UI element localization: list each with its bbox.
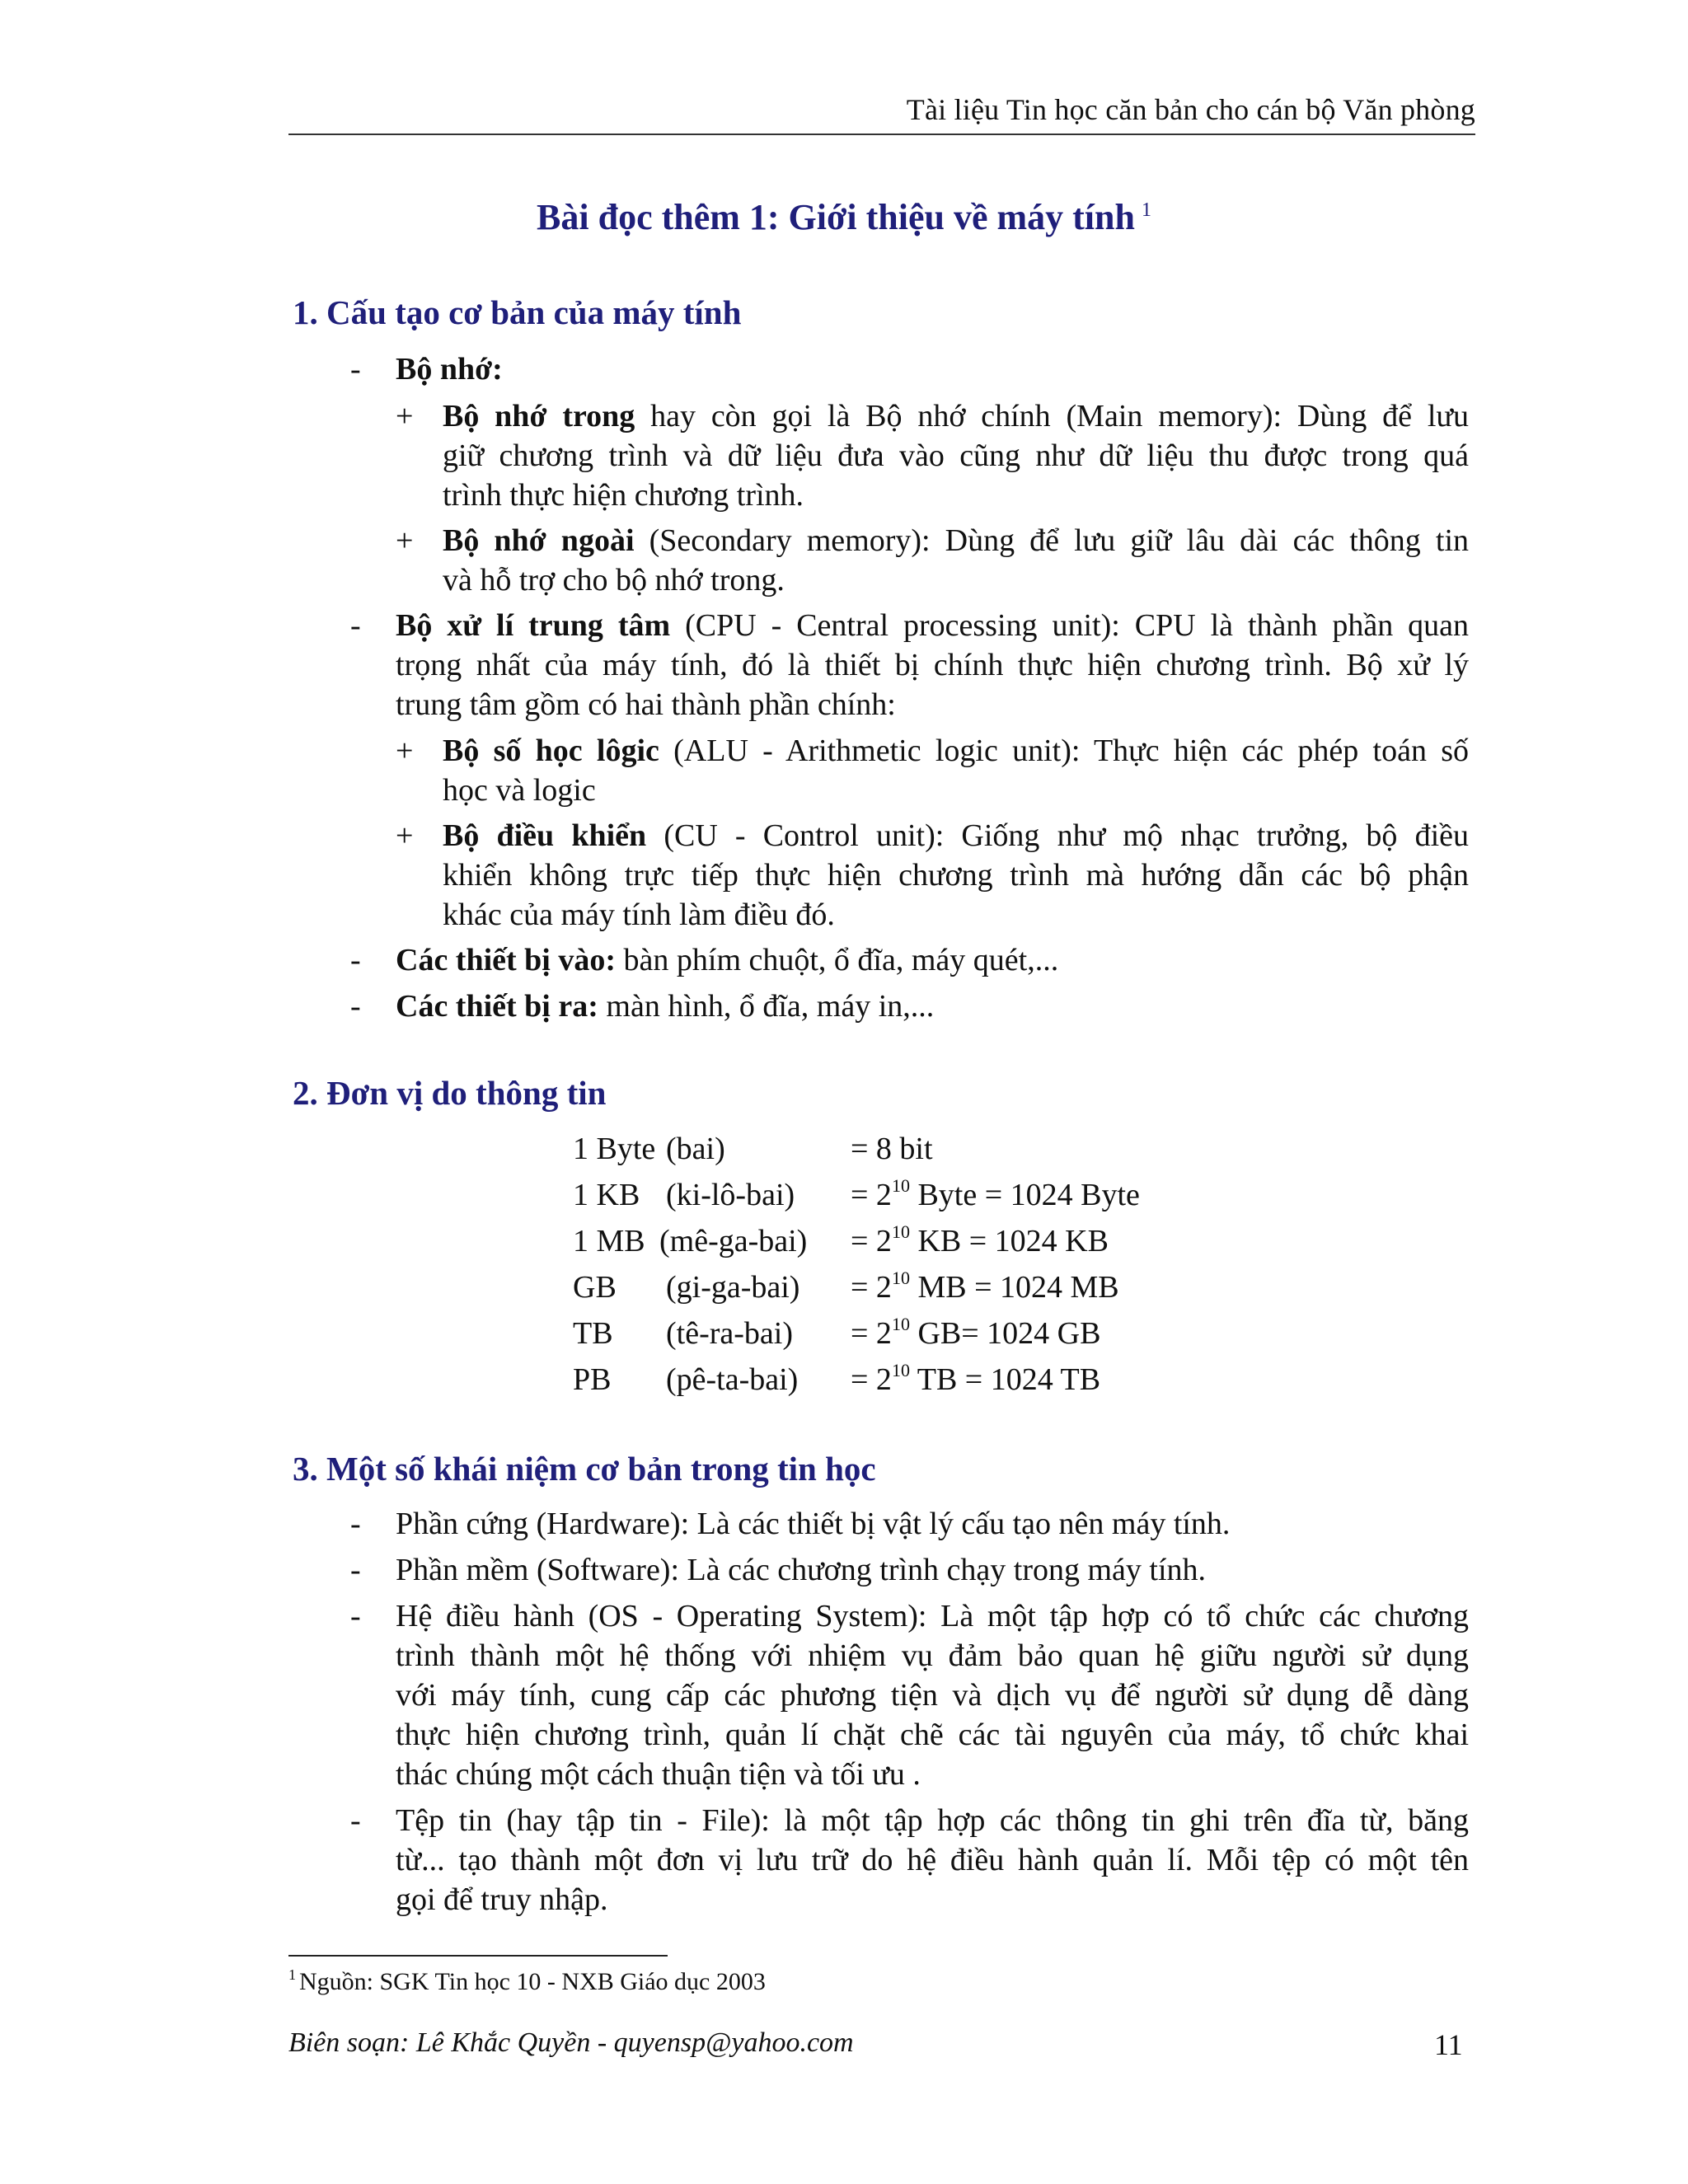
unit-eq-base: = 2 [851, 1316, 892, 1351]
unit-name: (ki-lô-bai) [666, 1178, 795, 1212]
unit-equation [851, 1360, 1100, 1399]
unit-name: (tê-ra-bai) [666, 1316, 793, 1351]
document-title [0, 196, 1688, 238]
alu-line-1 [443, 731, 1469, 771]
footer-author: Biên soạn: Lê Khắc Quyền - quyensp@yahoo.com [288, 2027, 854, 2058]
cu-text-1: (CU - Control unit): Giống như mộ nhạc trưởng, bộ điều [663, 818, 1469, 853]
internal-memory-line-1 [443, 396, 1469, 436]
cpu-text-1: (CPU - Central processing unit): CPU là thành phần quan [685, 608, 1469, 643]
os-line-3: với máy tính, cung cấp các phương tiện và dịch vụ để người sử dụng dễ dàng [396, 1678, 1469, 1713]
internal-memory-line-3: trình thực hiện chương trình. [443, 478, 804, 513]
footnote-mark: 1 [288, 1966, 296, 1983]
unit-eq-base: = 2 [851, 1224, 892, 1258]
unit-eq-base: = 2 [851, 1270, 892, 1305]
unit-equation [851, 1314, 1100, 1353]
alu-line-2: học và logic [443, 773, 596, 808]
cu-term: Bộ điều khiển [443, 818, 647, 853]
input-devices-text: bàn phím chuột, ổ đĩa, máy quét,... [623, 943, 1059, 977]
unit-eq-exponent: 10 [891, 1221, 910, 1242]
section-3-heading: 3. Một số khái niệm cơ bản trong tin học [293, 1450, 876, 1488]
software-definition: Phần mềm (Software): Là các chương trình chạy trong máy tính. [396, 1553, 1207, 1587]
page-number: 11 [1434, 2028, 1463, 2061]
memory-label-text: Bộ nhớ: [396, 352, 503, 387]
unit-eq-exponent: 10 [891, 1314, 910, 1334]
external-memory-text-1: (Secondary memory): Dùng để lưu giữ lâu dài các thông tin [649, 523, 1469, 558]
internal-memory-term: Bộ nhớ trong [443, 399, 635, 434]
bullet-dash: - [350, 352, 361, 387]
internal-memory-text-1: hay còn gọi là Bộ nhớ chính (Main memory): Dùng để lưu [650, 399, 1470, 434]
unit-equation [851, 1268, 1119, 1307]
alu-text-1: (ALU - Arithmetic logic unit): Thực hiện các phép toán số [673, 733, 1470, 768]
hardware-definition: Phần cứng (Hardware): Là các thiết bị vật lý cấu tạo nên máy tính. [396, 1507, 1231, 1541]
cpu-term: Bộ xử lí trung tâm [396, 608, 671, 643]
internal-memory-line-2: giữ chương trình và dữ liệu đưa vào cũng như dữ liệu thu được trong quá [443, 438, 1469, 473]
unit-name: (gi-ga-bai) [666, 1270, 800, 1305]
cu-line-3: khác của máy tính làm điều đó. [443, 898, 835, 932]
bullet-plus: + [396, 818, 414, 853]
alu-term: Bộ số học lôgic [443, 733, 659, 768]
unit-eq-exponent: 10 [891, 1360, 910, 1380]
unit-eq-rest: MB = 1024 MB [909, 1270, 1119, 1305]
external-memory-line-2: và hỗ trợ cho bộ nhớ trong. [443, 563, 785, 598]
bullet-dash: - [350, 1553, 361, 1587]
unit-symbol: GB [573, 1270, 617, 1305]
unit-eq-rest: GB= 1024 GB [909, 1316, 1101, 1351]
os-line-2: trình thành một hệ thống với nhiệm vụ đảm bảo quan hệ giữu người sử dụng [396, 1638, 1469, 1673]
external-memory-line-1 [443, 521, 1469, 560]
unit-name: (mê-ga-bai) [659, 1224, 808, 1258]
footnote [288, 1968, 766, 1996]
bullet-dash: - [350, 943, 361, 977]
document-title-text: Bài đọc thêm 1: Giới thiệu về máy tính [537, 197, 1135, 237]
footnote-rule [288, 1955, 668, 1957]
unit-eq-rest: TB = 1024 TB [909, 1362, 1101, 1397]
output-devices-text: màn hình, ổ đĩa, máy in,... [606, 989, 935, 1024]
cu-line-1 [443, 816, 1469, 855]
footnote-text: Nguồn: SGK Tin học 10 - NXB Giáo dục 2003 [299, 1968, 766, 1995]
unit-symbol: PB [573, 1362, 612, 1397]
cpu-line-2: trọng nhất của máy tính, đó là thiết bị chính thực hiện chương trình. Bộ xử lý [396, 648, 1469, 682]
external-memory-term: Bộ nhớ ngoài [443, 523, 635, 558]
unit-eq-rest: Byte = 1024 Byte [909, 1178, 1140, 1212]
unit-symbol: 1 Byte [573, 1132, 656, 1166]
bullet-plus: + [396, 733, 414, 768]
output-devices-line [396, 987, 934, 1026]
running-header: Tài liệu Tin học căn bản cho cán bộ Văn phòng [906, 93, 1475, 126]
unit-eq-rest: KB = 1024 KB [909, 1224, 1109, 1258]
unit-eq-exponent: 10 [891, 1175, 910, 1196]
unit-symbol: 1 KB [573, 1178, 640, 1212]
output-devices-term: Các thiết bị ra: [396, 989, 598, 1024]
cpu-line-1 [396, 606, 1469, 645]
file-line-2: từ... tạo thành một đơn vị lưu trữ do hệ điều hành quản lí. Mỗi tệp có một tên [396, 1843, 1469, 1877]
unit-symbol: 1 MB [573, 1224, 645, 1258]
memory-label [396, 349, 503, 389]
unit-equation [851, 1175, 1140, 1215]
unit-eq-base: = 2 [851, 1178, 892, 1212]
unit-equation [851, 1221, 1109, 1261]
bullet-dash: - [350, 989, 361, 1024]
os-line-1: Hệ điều hành (OS - Operating System): Là một tập hợp có tổ chức các chương [396, 1599, 1469, 1633]
unit-name: (bai) [666, 1132, 725, 1166]
title-footnote-ref: 1 [1141, 199, 1151, 222]
unit-equation: = 8 bit [851, 1132, 933, 1166]
unit-symbol: TB [573, 1316, 613, 1351]
input-devices-term: Các thiết bị vào: [396, 943, 617, 977]
bullet-plus: + [396, 399, 414, 434]
bullet-dash: - [350, 1803, 361, 1838]
unit-eq-exponent: 10 [891, 1268, 910, 1288]
section-1-heading: 1. Cấu tạo cơ bản của máy tính [293, 293, 742, 331]
unit-name: (pê-ta-bai) [666, 1362, 799, 1397]
os-line-5: thác chúng một cách thuận tiện và tối ưu . [396, 1757, 921, 1792]
unit-eq-base: = 2 [851, 1362, 892, 1397]
section-2-heading: 2. Đơn vị do thông tin [293, 1074, 607, 1112]
os-line-4: thực hiện chương trình, quản lí chặt chẽ các tài nguyên của máy, tổ chức khai [396, 1718, 1469, 1752]
bullet-dash: - [350, 1507, 361, 1541]
header-rule [288, 134, 1475, 135]
file-line-3: gọi để truy nhập. [396, 1882, 608, 1917]
bullet-dash: - [350, 608, 361, 643]
bullet-dash: - [350, 1599, 361, 1633]
file-line-1: Tệp tin (hay tập tin - File): là một tập hợp các thông tin ghi trên đĩa từ, băng [396, 1803, 1469, 1838]
bullet-plus: + [396, 523, 414, 558]
input-devices-line [396, 940, 1058, 980]
cu-line-2: khiển không trực tiếp thực hiện chương trình mà hướng dẫn các bộ phận [443, 858, 1469, 893]
cpu-line-3: trung tâm gồm có hai thành phần chính: [396, 687, 896, 722]
